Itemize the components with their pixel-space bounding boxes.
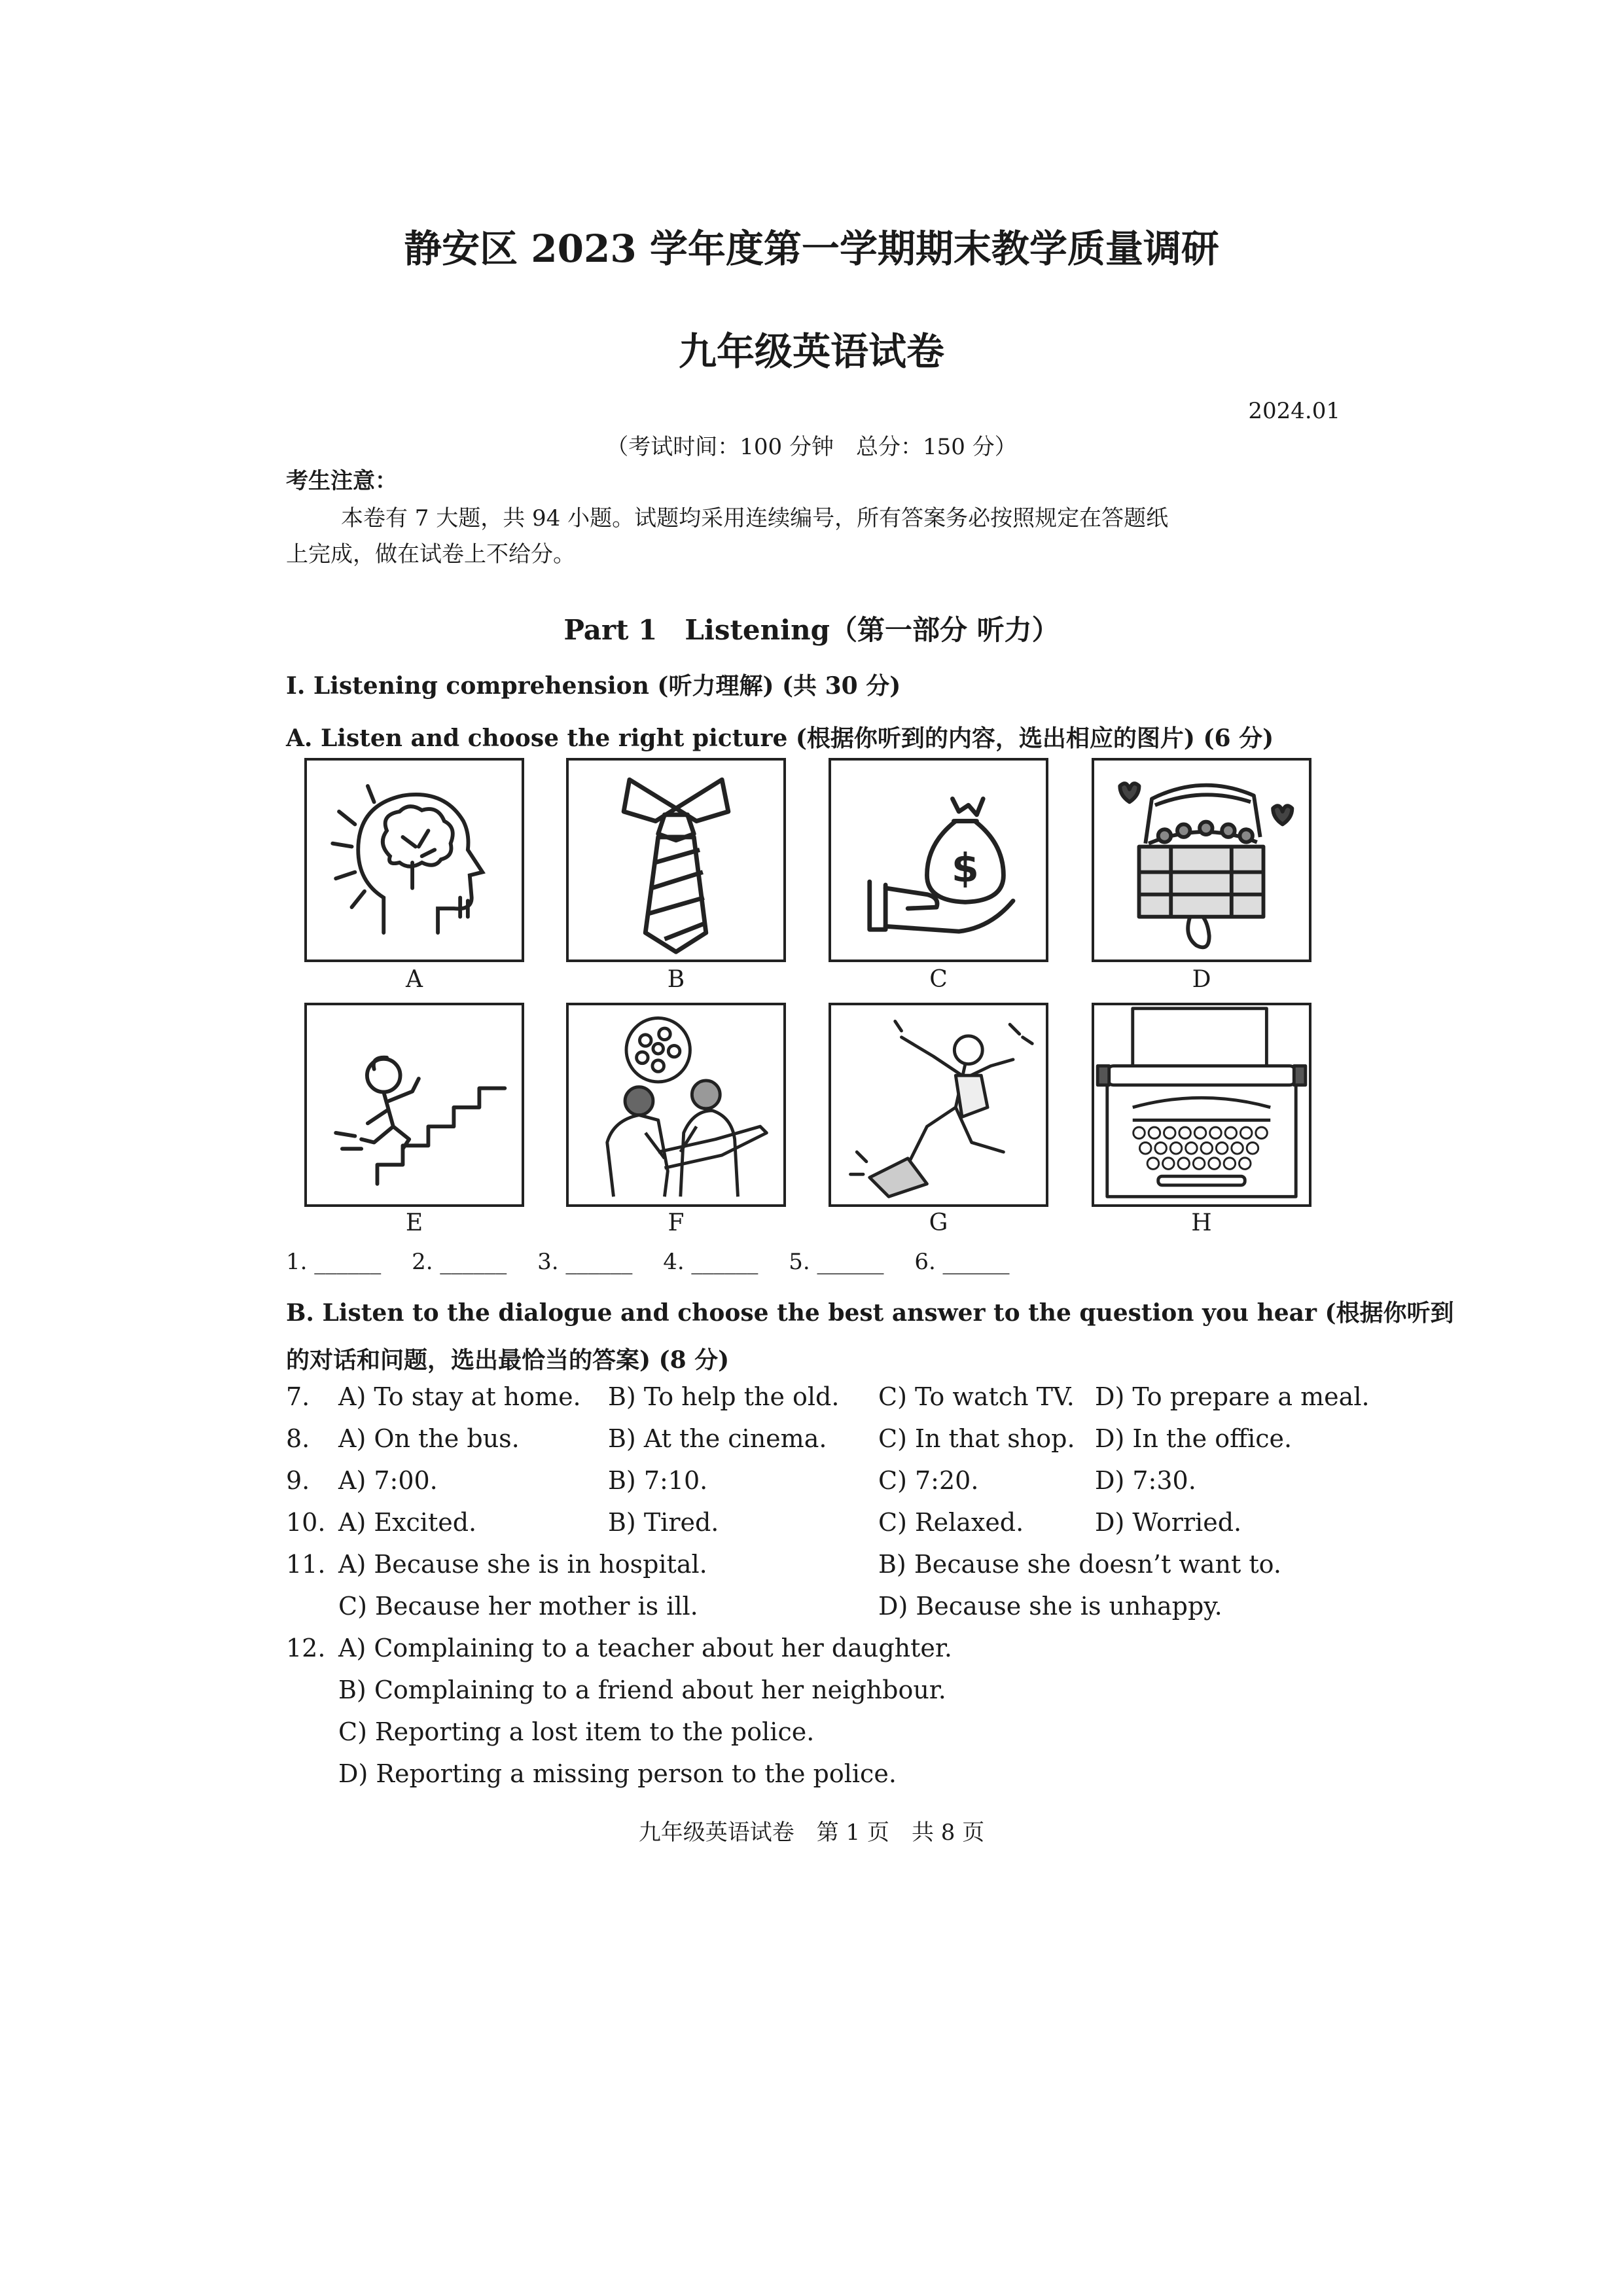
section-b-heading-line-1: B. Listen to the dialogue and choose the best answer to the question you hear (根据你听到: [286, 1299, 1454, 1327]
head-brain-icon: [307, 761, 522, 960]
answer-blanks: [286, 1249, 1033, 1275]
picture-a: [304, 758, 524, 962]
picture-e-label: E: [405, 1210, 423, 1236]
section-1-heading: I. Listening comprehension (听力理解) (共 30 分): [286, 672, 901, 700]
picture-e: [304, 1003, 524, 1207]
question-11-option-a: A) Because she is in hospital.: [338, 1550, 707, 1579]
question-7-option-c: C) To watch TV.: [878, 1382, 1075, 1411]
answer-blank-2[interactable]: 2. ______: [412, 1249, 507, 1275]
question-11-option-b: B) Because she doesn’t want to.: [878, 1550, 1281, 1579]
exam-title: 静安区 2023 学年度第一学期期末教学质量调研: [404, 226, 1219, 271]
typewriter-icon: [1094, 1005, 1309, 1204]
question-9-option-b: B) 7:10.: [608, 1466, 708, 1495]
surgeons-operating-icon: [569, 1005, 783, 1204]
exam-info: （考试时间：100 分钟 总分：150 分）: [606, 434, 1017, 460]
question-11-option-c: C) Because her mother is ill.: [338, 1592, 698, 1621]
answer-blank-3[interactable]: 3. ______: [537, 1249, 633, 1275]
question-9-option-c: C) 7:20.: [878, 1466, 979, 1495]
notice-line-2: 上完成，做在试卷上不给分。: [286, 541, 575, 567]
treasure-chest-icon: [1094, 761, 1309, 960]
page-footer: 九年级英语试卷 第 1 页 共 8 页: [638, 1820, 985, 1846]
question-12-option-d: D) Reporting a missing person to the police.: [338, 1759, 897, 1788]
notice-heading: 考生注意：: [286, 468, 397, 494]
question-12-option-a: A) Complaining to a teacher about her daughter.: [338, 1634, 952, 1662]
notice-line-1: 本卷有 7 大题，共 94 小题。试题均采用连续编号，所有答案务必按照规定在答题纸: [341, 505, 1169, 531]
answer-blank-4[interactable]: 4. ______: [663, 1249, 758, 1275]
question-9-number: 9.: [286, 1466, 310, 1495]
exam-subtitle: 九年级英语试卷: [678, 329, 944, 374]
question-11-number: 11.: [286, 1550, 326, 1579]
question-7-option-d: D) To prepare a meal.: [1095, 1382, 1370, 1411]
part1-title: Part 1 Listening（第一部分 听力）: [563, 614, 1060, 646]
question-8-option-a: A) On the bus.: [338, 1424, 520, 1453]
picture-b-label: B: [667, 966, 685, 993]
question-9-option-a: A) 7:00.: [338, 1466, 438, 1495]
question-12-option-b: B) Complaining to a friend about her neighbour.: [338, 1676, 946, 1704]
question-12-option-c: C) Reporting a lost item to the police.: [338, 1717, 815, 1746]
picture-d: [1092, 758, 1311, 962]
picture-h-label: H: [1191, 1210, 1212, 1236]
picture-f: [566, 1003, 786, 1207]
picture-g-label: G: [929, 1210, 948, 1236]
question-8-option-d: D) In the office.: [1095, 1424, 1293, 1453]
child-climbing-stairs-icon: [307, 1005, 522, 1204]
question-8-option-b: B) At the cinema.: [608, 1424, 827, 1453]
question-7-option-a: A) To stay at home.: [338, 1382, 581, 1411]
question-10-option-c: C) Relaxed.: [878, 1508, 1024, 1537]
question-12-number: 12.: [286, 1634, 326, 1662]
question-10-number: 10.: [286, 1508, 326, 1537]
section-a-heading: A. Listen and choose the right picture (根据你听到的内容，选出相应的图片) (6 分): [286, 725, 1274, 752]
answer-blank-5[interactable]: 5. ______: [789, 1249, 884, 1275]
picture-f-label: F: [668, 1210, 685, 1236]
section-b-heading-line-2: 的对话和问题，选出最恰当的答案) (8 分): [286, 1346, 730, 1374]
answer-blank-6[interactable]: 6. ______: [914, 1249, 1010, 1275]
necktie-icon: [569, 761, 783, 960]
picture-d-label: D: [1192, 966, 1211, 993]
picture-c-label: C: [929, 966, 948, 993]
question-9-option-d: D) 7:30.: [1095, 1466, 1196, 1495]
question-7-number: 7.: [286, 1382, 310, 1411]
money-bag-hand-icon: [831, 761, 1046, 960]
svg-text:$: $: [951, 846, 979, 892]
question-8-option-c: C) In that shop.: [878, 1424, 1075, 1453]
picture-a-label: A: [406, 966, 423, 993]
question-8-number: 8.: [286, 1424, 310, 1453]
question-7-option-b: B) To help the old.: [608, 1382, 840, 1411]
picture-b: [566, 758, 786, 962]
question-11-option-d: D) Because she is unhappy.: [878, 1592, 1222, 1621]
man-slipping-icon: [831, 1005, 1046, 1204]
answer-blank-1[interactable]: 1. ______: [286, 1249, 382, 1275]
question-10-option-b: B) Tired.: [608, 1508, 719, 1537]
exam-date: 2024.01: [1248, 398, 1340, 424]
question-10-option-d: D) Worried.: [1095, 1508, 1242, 1537]
picture-c: [829, 758, 1048, 962]
picture-h: [1092, 1003, 1311, 1207]
picture-g: [829, 1003, 1048, 1207]
question-10-option-a: A) Excited.: [338, 1508, 477, 1537]
